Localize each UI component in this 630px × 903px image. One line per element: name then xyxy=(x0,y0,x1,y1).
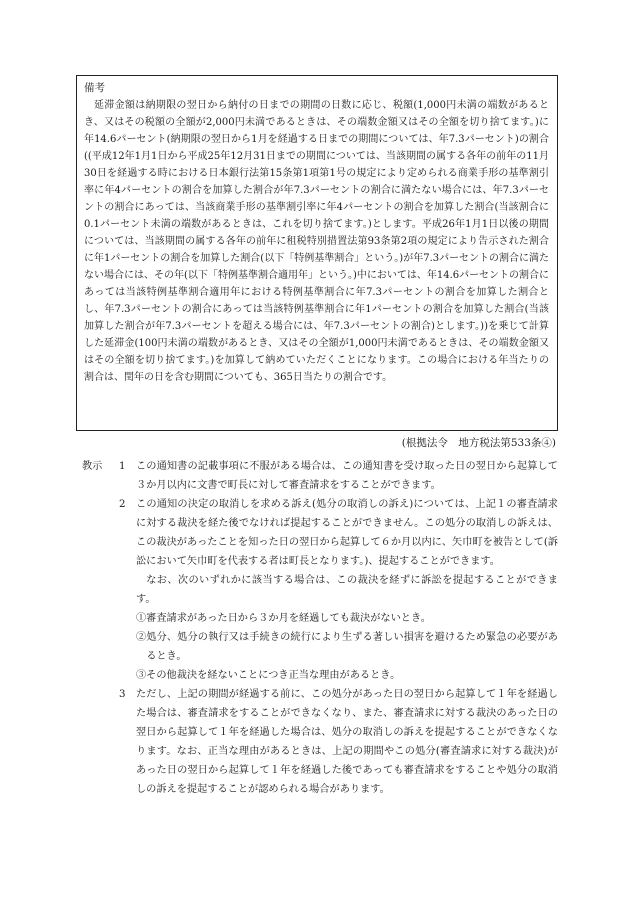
item-text: この通知書の記載事項に不服がある場合は、この通知書を受け取った日の翌日から起算して３か月以内に文書で町長に対して審査請求をすることができます。 xyxy=(136,461,558,491)
item-number: 3 xyxy=(119,689,126,700)
remarks-title: 備考 xyxy=(84,82,105,94)
remarks-text: 延滞金額は納期限の翌日から納付の日までの期間の日数に応じ、税額(1,000円未満の端数があるとき、又はその税額の全額が2,000円未満であるときは、その端数金額又はその全額を切り捨てます。)に年14.6パーセント(納期限の翌日から1月を経過する日までの期間については、年7.3パーセント)の割合((平成12年1月1日から平成25年12月31日までの期間については、当該期間の属する各年の前年の11月30日を経過する時における日本銀行法第15条第1項第1号の規定により定められる商業手形の基準割引率に年4パーセントの割合を加算した割合が年7.3パーセントの割合に満たない場合には、年7.3パーセントの割合にあっては、当該商業手形の基準割引率に年4パーセントの割合を加算した割合(当該割合に0.1パーセント未満の端数があるときは、これを切り捨てます。)とします。平成26年1月1日以後の期間については、当該期間の属する各年の前年に租税特別措置法第93条第2項の規定により告示された割合に年1パーセントの割合を加算した割合(以下「特例基準割合」という。)が年7.3パーセントの割合に満たない場合には、その年(以下「特例基準割合適用年」という。)中においては、年14.6パーセントの割合にあっては当該特例基準割合適用年における特例基準割合に年7.3パーセントの割合を加算した割合とし、年7.3パーセントの割合にあっては当該特例基準割合に年1パーセントの割合を加算した割合(当該加算した割合が年7.3パーセントを超える場合には、年7.3パーセントの割合)とします。))を乗じて計算した延滞金(100円未満の端数があるとき、又はその全額が1,000円未満であるときは、その端数金額又はその全額を切り捨てます。)を加算して納めていただくことになります。この場合における年当たりの割合は、閏年の日を含む期間についても、365日当たりの割合です。 xyxy=(84,100,549,383)
item-number: 1 xyxy=(119,461,126,472)
sub-item-3: ③その他裁決を経ないことにつき正当な理由があるとき。 xyxy=(136,670,401,681)
sub-item-1: ①審査請求があった日から３か月を経過しても裁決がないとき。 xyxy=(136,613,431,624)
item-number: 2 xyxy=(119,499,126,510)
instruction-item-3 xyxy=(119,685,558,799)
item-text: この通知の決定の取消しを求める訴え(処分の取消しの訴え)については、上記１の審査請求に対する裁決を経た後でなければ提起することができません。この処分の取消しの訴えは、この裁決があったことを知った日の翌日から起算して６か月以内に、矢巾町を被告として(訴訟において矢巾町を代表する者は町長となります。)、提起することができます。 xyxy=(136,499,558,567)
instruction-item-2 xyxy=(119,495,558,685)
instruction-item-1 xyxy=(119,457,558,495)
item-note: なお、次のいずれかに該当する場合は、この裁決を経ずに訴訟を提起することができます。 xyxy=(136,575,558,605)
sub-item-2: ②処分、処分の執行又は手続きの続行により生ずる著しい損害を避けるため緊急の必要があるとき。 xyxy=(136,632,558,662)
instructions-label: 教示 xyxy=(82,461,103,472)
remarks-box xyxy=(76,75,558,431)
legal-basis: (根拠法令 地方税法第533条④) xyxy=(401,437,556,449)
item-text: ただし、上記の期間が経過する前に、この処分があった日の翌日から起算して１年を経過した場合は、審査請求をすることができなくなり、また、審査請求に対する裁決のあった日の翌日から起算して１年を経過した場合は、処分の取消しの訴えを提起することができなくなります。なお、正当な理由があるときは、上記の期間やこの処分(審査請求に対する裁決)があった日の翌日から起算して１年を経過した後であっても審査請求をすることや処分の取消しの訴えを提起することが認められる場合があります。 xyxy=(136,689,558,795)
instructions-section xyxy=(82,457,558,799)
